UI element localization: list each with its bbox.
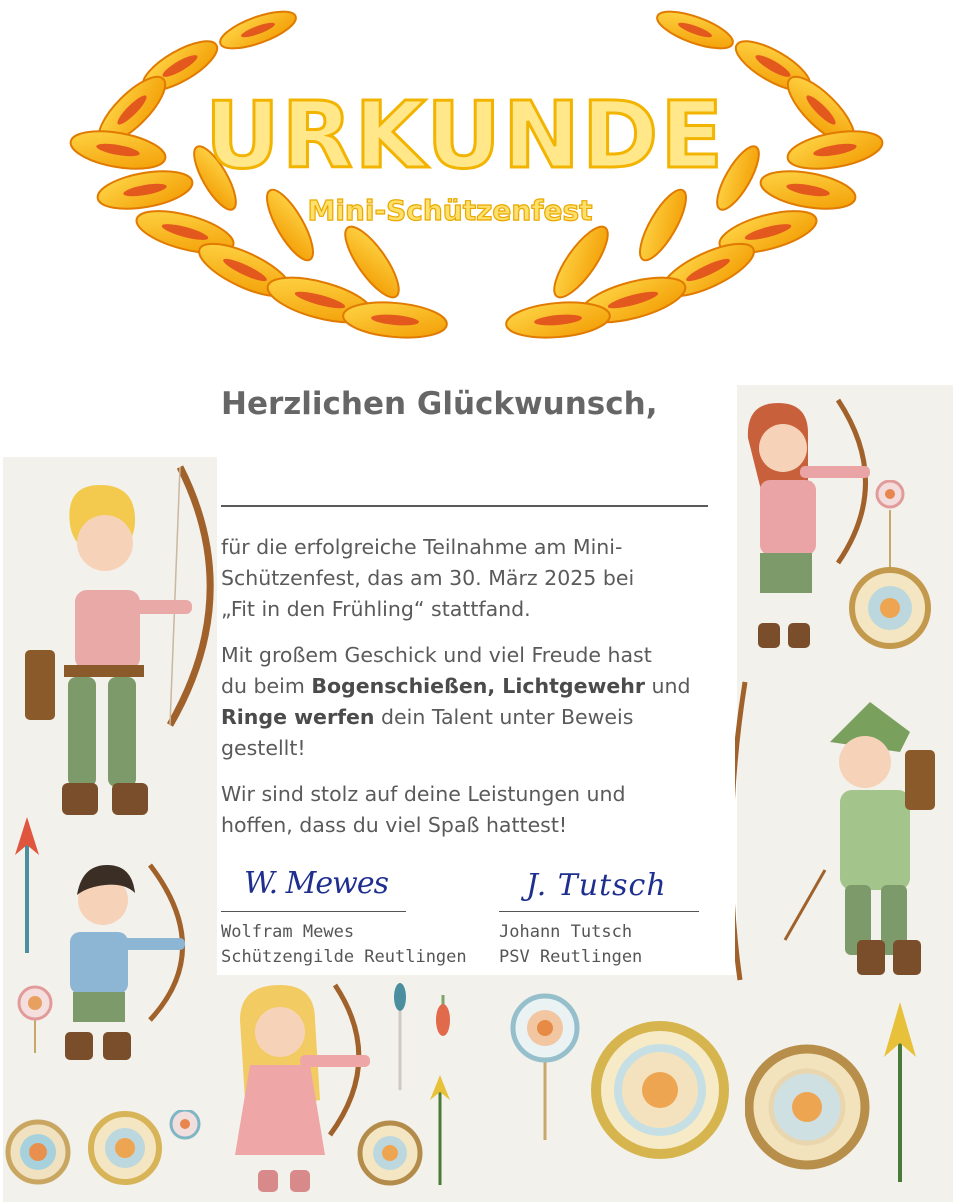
signer-organization: Schützengilde Reutlingen [221,947,467,967]
paragraph-text: du beim [221,674,312,698]
paragraph-line [221,702,721,733]
signer-name: Johann Tutsch [499,922,633,942]
archer-illustration [735,680,950,990]
target-icon [5,1110,205,1190]
paragraph-line: hoffen, dass du viel Spaß hattest! [221,813,568,837]
disciplines-bold: Bogenschießen, Lichtgewehr [311,674,646,698]
paragraph-text: und [645,674,691,698]
signature-line-left [221,911,406,912]
arrow-icon [880,1000,920,1185]
target-icon [745,1035,875,1175]
paragraph-line: Mit großem Geschick und viel Freude hast [221,643,652,667]
paragraph-line: „Fit in den Frühling“ stattfand. [221,597,531,621]
target-icon [15,985,55,1055]
greeting-heading: Herzlichen Glückwunsch, [221,386,658,422]
participation-paragraph [221,532,721,625]
paragraph-line: für die erfolgreiche Teilnahme am Mini- [221,535,623,559]
skills-paragraph [221,640,721,764]
signer-name: Wolfram Mewes [221,922,355,942]
paragraph-line: Schützenfest, das am 30. März 2025 bei [221,566,635,590]
archer-illustration [55,860,205,1070]
target-icon [505,990,745,1190]
signature-line-right [499,911,699,912]
target-icon [845,480,935,650]
signature-left: W. Mewes [244,866,388,901]
closing-paragraph [221,779,721,841]
discipline-bold: Ringe werfen [221,705,375,729]
certificate-subtitle: Mini-Schützenfest [307,194,593,227]
paragraph-line: gestellt! [221,736,306,760]
certificate-title: URKUNDE [205,82,726,189]
paragraph-line: Wir sind stolz auf deine Leistungen und [221,782,626,806]
arrow-icon [385,975,460,1195]
arrow-icon [12,815,42,955]
signer-organization: PSV Reutlingen [499,947,643,967]
signer-right [499,920,642,970]
archer-illustration [20,465,220,825]
paragraph-text: dein Talent unter Beweis [374,705,634,729]
signature-right: J. Tutsch [526,868,667,903]
recipient-name-line[interactable] [221,505,708,507]
paragraph-line [221,671,721,702]
signer-left [221,920,467,970]
